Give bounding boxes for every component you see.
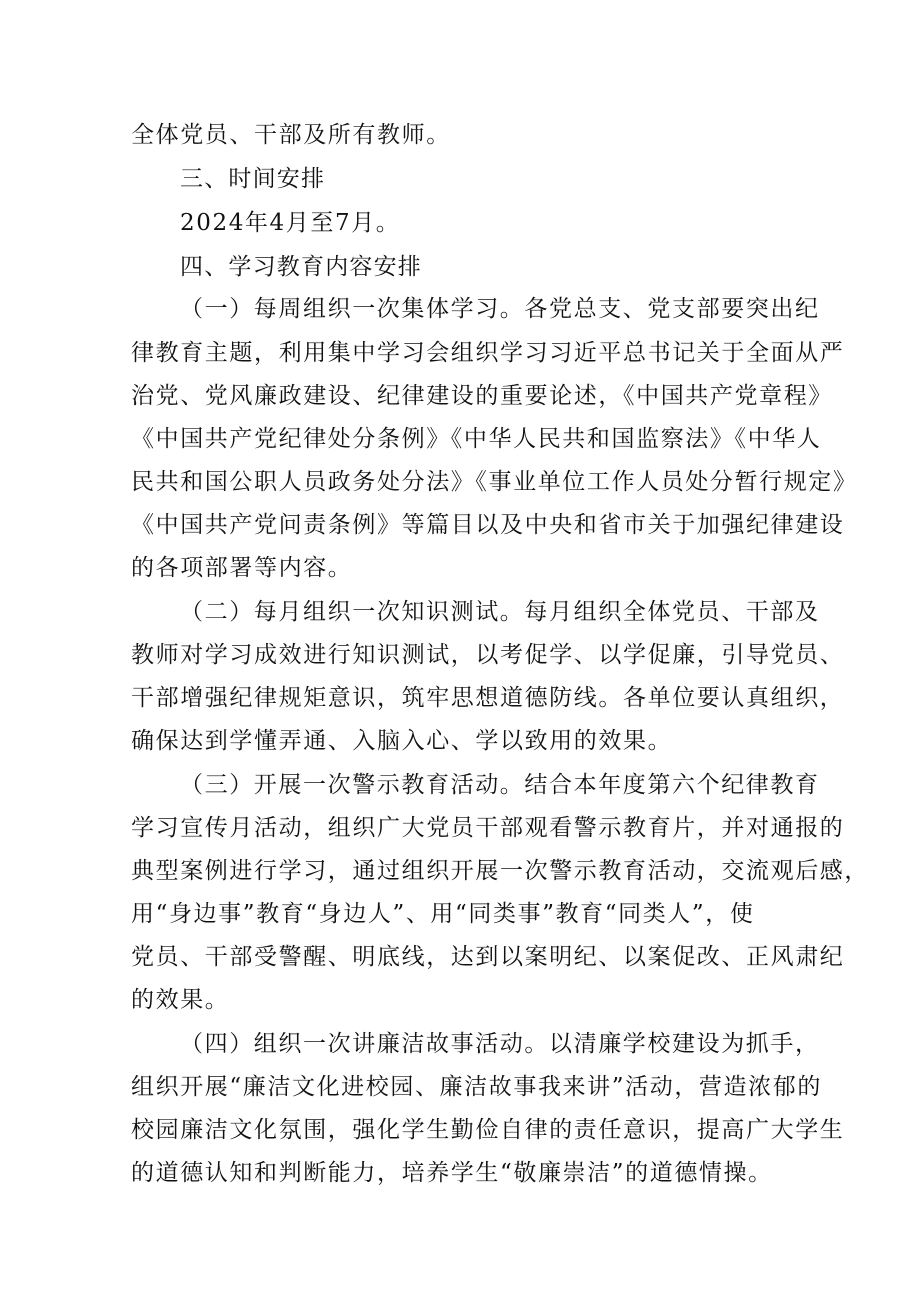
paragraph-2-line: （二）每月组织一次知识测试。每月组织全体党员、干部及 [180,599,820,625]
paragraph-3-line: （三）开展一次警示教育活动。结合本年度第六个纪律教育 [180,772,820,798]
paragraph-1-line: 律教育主题，利用集中学习会组织学习习近平总书记关于全面从严 [131,340,845,366]
paragraph-3-line: 党员、干部受警醒、明底线，达到以案明纪、以案促改、正风肃纪 [131,944,845,970]
paragraph-4-line: 校园廉洁文化氛围，强化学生勤俭自律的责任意识，提高广大学生 [131,1117,845,1143]
paragraph-3-line: 学习宣传月活动，组织广大党员干部观看警示教育片，并对通报的 [131,815,845,841]
paragraph-1-line: （一）每周组织一次集体学习。各党总支、党支部要突出纪 [180,296,820,322]
paragraph-4-line: （四）组织一次讲廉洁故事活动。以清廉学校建设为抓手， [180,1031,820,1057]
intro-line: 全体党员、干部及所有教师。 [131,122,451,148]
paragraph-1-line: 民共和国公职人员政务处分法》《事业单位工作人员处分暂行规定》 [131,469,858,495]
paragraph-1-line: 《中国共产党问责条例》等篇目以及中央和省市关于加强纪律建设 [131,512,845,538]
paragraph-1-line: 的各项部署等内容。 [131,555,353,581]
paragraph-2-line: 干部增强纪律规矩意识，筑牢思想道德防线。各单位要认真组织， [131,685,845,711]
paragraph-3-line: 的效果。 [131,987,230,1013]
paragraph-3-line: 用“身边事”教育“身边人”、用“同类事”教育“同类人”，使 [131,901,755,927]
paragraph-4-line: 组织开展“廉洁文化进校园、廉洁故事我来讲”活动，营造浓郁的 [131,1074,822,1100]
paragraph-3-line: 典型案例进行学习，通过组织开展一次警示教育活动，交流观后感， [131,858,869,884]
paragraph-1-line: 治党、党风廉政建设、纪律建设的重要论述，《中国共产党章程》 [131,383,833,409]
paragraph-4-line: 的道德认知和判断能力，培养学生“敬廉崇洁”的道德情操。 [131,1160,773,1186]
paragraph-2-line: 确保达到学懂弄通、入脑入心、学以致用的效果。 [131,728,673,754]
paragraph-1-line: 《中国共产党纪律处分条例》《中华人民共和国监察法》《中华人 [131,426,822,452]
section-4-heading: 四、学习教育内容安排 [180,254,422,280]
paragraph-2-line: 教师对学习成效进行知识测试，以考促学、以学促廉，引导党员、 [131,642,845,668]
section-3-text: 2024年4月至7月。 [180,210,401,236]
section-3-heading: 三、时间安排 [180,166,326,192]
